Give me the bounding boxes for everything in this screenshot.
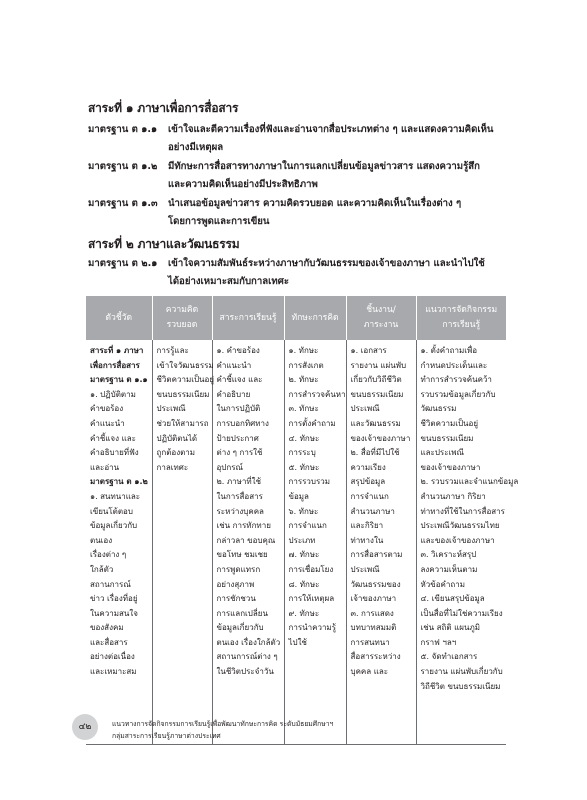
cell-text-line: การพูดแทรก xyxy=(216,564,261,574)
cell-text-line: ๗. ทักษะ xyxy=(288,550,320,560)
cell-text-line: การแลกเปลี่ยน xyxy=(216,608,268,618)
cell-text-line: ประเพณี xyxy=(350,404,380,414)
cell-text-line: การให้เหตุผล xyxy=(288,594,335,604)
standard-2-1 xyxy=(88,255,503,291)
cell-text-line: ประเพณีวัฒนธรรมไทย xyxy=(420,521,500,531)
cell-text-line: การรู้และ xyxy=(156,346,189,355)
standard-code: มาตรฐาน ต ๒.๑ xyxy=(88,258,158,269)
cell-text-line: ขนบธรรมเนียม xyxy=(156,389,210,399)
cell-text-line: ประเพณี xyxy=(350,564,380,574)
cell-text-line: มาตรฐาน ต ๑.๑ xyxy=(90,375,148,385)
column-header xyxy=(284,296,346,340)
cell-text-line: ตนเอง เรื่องใกล้ตัว xyxy=(216,637,281,647)
column-header-label: ภาระงาน xyxy=(363,320,399,330)
table-cell xyxy=(284,340,346,745)
cell-text-line: วิถีชีวิต ขนบธรรมเนียม xyxy=(420,681,501,691)
table-header-row xyxy=(86,296,506,340)
cell-text-line: ๒. ทักษะ xyxy=(288,375,319,385)
cell-text-line: เช่น สถิติ แผนภูมิ xyxy=(420,623,480,633)
footer-book-title: แนวทางการจัดกิจกรรมการเรียนรู้เพื่อพัฒนาทักษะการคิด ระดับมัธยมศึกษาฯ xyxy=(112,720,334,728)
cell-text-line: ของเจ้าของภาษา xyxy=(420,462,481,472)
page-number: ๔๒ xyxy=(72,714,98,740)
column-header xyxy=(86,296,152,340)
cell-text-line: เขียนโต้ตอบ xyxy=(90,506,133,516)
cell-text-line: คำชี้แจง และ xyxy=(90,433,136,443)
cell-text-line: ในการปฏิบัติ xyxy=(216,404,261,414)
standard-text: เข้าใจความสัมพันธ์ระหว่างภาษากับวัฒนธรรมของเจ้าของภาษา และนำไปใช้ xyxy=(168,258,485,269)
standard-text: และความคิดเห็นอย่างมีประสิทธิภาพ xyxy=(168,179,318,190)
standard-1-2 xyxy=(88,158,503,194)
cell-text-line: เป็นสื่อที่ไม่ใช่ความเรียง xyxy=(420,608,503,618)
cell-text-line: ถูกต้องตาม xyxy=(156,448,196,458)
cell-text-line: คำแนะนำ xyxy=(90,418,125,428)
cell-text-line: ของเจ้าของภาษา xyxy=(350,433,411,443)
cell-text-line: ข่าว เรื่องที่อยู่ xyxy=(90,594,138,604)
cell-text-line: ๖. ทักษะ xyxy=(288,506,319,516)
cell-text-line: ข้อมูลเกี่ยวกับ xyxy=(90,521,138,531)
cell-text-line: ๑. เอกสาร xyxy=(350,346,387,355)
cell-text-line: เจ้าของภาษา xyxy=(350,594,397,604)
standard-text: มีทักษะการสื่อสารทางภาษาในการแลกเปลี่ยนข้อมูลข่าวสาร แสดงความรู้สึก xyxy=(168,161,480,172)
cell-text-line: ท่าทางใน xyxy=(350,535,384,545)
cell-text-line: ขนบธรรมเนียม xyxy=(420,433,474,443)
cell-text-line: หัวข้อคำถาม xyxy=(420,579,465,589)
cell-text-line: เช่น การทักทาย xyxy=(216,521,271,531)
strand1-title: สาระที่ ๑ ภาษาเพื่อการสื่อสาร xyxy=(88,101,239,115)
column-header xyxy=(212,296,284,340)
cell-text-line: ปฏิบัติตนได้ xyxy=(156,433,198,443)
cell-text-line: ๑. ทักษะ xyxy=(288,346,319,355)
cell-text-line: การสังเกต xyxy=(288,360,324,370)
cell-text-line: บุคคล และ xyxy=(350,667,389,677)
standard-text: ได้อย่างเหมาะสมกับกาลเทศะ xyxy=(168,276,289,287)
cell-text-line: การเชื่อมโยง xyxy=(288,564,334,574)
cell-text-line: ๔. เขียนสรุปข้อมูล xyxy=(420,594,485,604)
table-cell xyxy=(346,340,416,745)
cell-text-line: การสนทนา xyxy=(350,637,390,647)
column-header-label: ชิ้นงาน/ xyxy=(366,305,396,315)
cell-text-line: เข้าใจวัฒนธรรม xyxy=(156,360,214,370)
cell-text-line: บทบาทสมมติ xyxy=(350,623,397,633)
cell-text-line: ประเพณี xyxy=(156,404,186,414)
cell-text-line: การสื่อสารตาม xyxy=(350,550,403,560)
cell-text-line: กราฟ ฯลฯ xyxy=(420,637,457,647)
table-cell xyxy=(152,340,212,745)
cell-text-line: มาตรฐาน ต ๑.๒ xyxy=(90,477,148,487)
cell-text-line: ขอโทษ ชมเชย xyxy=(216,550,268,560)
cell-text-line: คำอธิบาย xyxy=(216,389,251,399)
cell-text-line: กำหนดประเด็นและ xyxy=(420,360,488,370)
cell-text-line: ต่าง ๆ การใช้ xyxy=(216,448,263,458)
cell-text-line: ลงความเห็นตาม xyxy=(420,564,478,574)
standard-1-1 xyxy=(88,121,503,157)
cell-text-line: ของสังคม xyxy=(90,623,124,633)
cell-text-line: ๑. ตั้งคำถามเพื่อ xyxy=(420,346,478,355)
column-header-label: ความคิด xyxy=(165,305,199,315)
standard-text: อย่างมีเหตุผล xyxy=(168,142,224,153)
cell-text-line: เพื่อการสื่อสาร xyxy=(90,360,140,370)
cell-text-line: ไปใช้ xyxy=(288,637,307,647)
learning-activity-table xyxy=(86,296,519,745)
cell-text-line: ข้อมูล xyxy=(288,491,309,501)
cell-text-line: การรวบรวม xyxy=(288,477,331,487)
cell-text-line: ๕. ทักษะ xyxy=(288,462,320,472)
cell-text-line: การตั้งคำถาม xyxy=(288,418,336,428)
cell-text-line: ข้อมูลเกี่ยวกับ xyxy=(216,623,264,633)
cell-text-line: ความเรียง xyxy=(350,462,386,472)
cell-text-line: สถานการณ์ต่าง ๆ xyxy=(216,652,278,662)
column-header-label: การเรียนรู้ xyxy=(442,320,481,330)
cell-text-line: คำอธิบายที่ฟัง xyxy=(90,448,139,458)
cell-text-line: การจำแนก xyxy=(288,521,327,531)
cell-text-line: อย่างต่อเนื่อง xyxy=(90,652,135,662)
cell-text-line: คำขอร้อง xyxy=(90,404,124,414)
cell-text-line: คำชี้แจง และ xyxy=(216,375,263,385)
standard-text: นำเสนอข้อมูลข่าวสาร ความคิดรวบยอด และความคิดเห็นในเรื่องต่าง ๆ xyxy=(168,198,462,209)
cell-text-line: และสื่อสาร xyxy=(90,637,128,647)
cell-text-line: ขนบธรรมเนียม xyxy=(350,389,404,399)
cell-text-line: การสำรวจค้นหา xyxy=(288,389,346,399)
cell-text-line: และของเจ้าของภาษา xyxy=(420,535,495,545)
cell-text-line: ท่าทางที่ใช้ในการสื่อสาร xyxy=(420,506,505,516)
table-cell xyxy=(416,340,519,745)
cell-text-line: ๓. ทักษะ xyxy=(288,404,319,414)
cell-text-line: ในความสนใจ xyxy=(90,608,138,618)
cell-text-line: และเหมาะสม xyxy=(90,667,137,677)
cell-text-line: และประเพณี xyxy=(420,448,464,458)
column-header-label: รวบยอด xyxy=(166,320,198,330)
cell-text-line: อย่างสุภาพ xyxy=(216,579,255,589)
cell-text-line: คำแนะนำ xyxy=(216,360,252,370)
cell-text-line: สื่อสารระหว่าง xyxy=(350,652,401,662)
cell-text-line: สำนวนภาษา กิริยา xyxy=(420,491,486,501)
standard-text: เข้าใจและตีความเรื่องที่ฟังและอ่านจากสื่อประเภทต่าง ๆ และแสดงความคิดเห็น xyxy=(168,124,494,135)
cell-text-line: ๑. คำขอร้อง xyxy=(216,346,260,355)
cell-text-line: ๙. ทักษะ xyxy=(288,608,320,618)
cell-text-line: ใกล้ตัว xyxy=(90,564,114,574)
cell-text-line: ๒. ภาษาที่ใช้ xyxy=(216,477,261,487)
table-row xyxy=(86,340,506,745)
column-header xyxy=(346,296,416,340)
column-header-label: ทักษะการคิด xyxy=(291,312,339,323)
standard-text: โดยการพูดและการเขียน xyxy=(168,216,270,227)
cell-text-line: ในชีวิตประจำวัน xyxy=(216,667,274,677)
cell-text-line: ชีวิตความเป็นอยู่ xyxy=(420,418,478,428)
cell-text-line: สถานการณ์ xyxy=(90,579,131,589)
cell-text-line: การจำแนก xyxy=(350,491,389,501)
cell-text-line: ระหว่างบุคคล xyxy=(216,506,264,516)
cell-text-line: ป้ายประกาศ xyxy=(216,433,259,443)
cell-text-line: ๑. ปฏิบัติตาม xyxy=(90,389,136,399)
cell-text-line: ๓. การแสดง xyxy=(350,608,394,618)
cell-text-line: ในการสื่อสาร xyxy=(216,491,263,501)
cell-text-line: และกิริยา xyxy=(350,521,384,531)
strand2-title: สาระที่ ๒ ภาษาและวัฒนธรรม xyxy=(88,237,240,251)
cell-text-line: ช่วยให้สามารถ xyxy=(156,418,209,428)
cell-text-line: การชักชวน xyxy=(216,594,256,604)
cell-text-line: สำนวนภาษา xyxy=(350,506,395,516)
cell-text-line: สรุปข้อมูล xyxy=(350,477,386,487)
standard-1-3 xyxy=(88,195,503,231)
column-header xyxy=(416,296,506,340)
standard-code: มาตรฐาน ต ๑.๓ xyxy=(88,198,158,209)
cell-text-line: ๒. สื่อที่มีไปใช้ xyxy=(350,448,400,458)
cell-text-line: กล่าวลา ขอบคุณ xyxy=(216,535,276,545)
cell-text-line: และอ่าน xyxy=(90,462,120,472)
footer-subject: กลุ่มสาระการเรียนรู้ภาษาต่างประเทศ xyxy=(112,732,221,740)
column-header-label: ตัวชี้วัด xyxy=(105,312,133,323)
cell-text-line: ประเภท xyxy=(288,535,316,545)
cell-text-line: วัฒนธรรม xyxy=(420,404,457,414)
cell-text-line: รวบรวมข้อมูลเกี่ยวกับ xyxy=(420,389,496,399)
cell-text-line: เรื่องต่าง ๆ xyxy=(90,550,127,560)
cell-text-line: ๒. รวบรวมและจำแนกข้อมูล xyxy=(420,477,519,487)
cell-text-line: ตนเอง xyxy=(90,535,113,545)
cell-text-line: ๔. ทักษะ xyxy=(288,433,320,443)
cell-text-line: กาลเทศะ xyxy=(156,462,189,472)
cell-text-line: ชีวิตความเป็นอยู่ xyxy=(156,375,214,385)
standard-code: มาตรฐาน ต ๑.๒ xyxy=(88,161,158,172)
cell-text-line: การบอกทิศทาง xyxy=(216,418,269,428)
column-header-label: แนวการจัดกิจกรรม xyxy=(425,305,498,315)
cell-text-line: การระบุ xyxy=(288,448,316,458)
cell-text-line: รายงาน แผ่นพับ xyxy=(350,360,407,370)
cell-text-line: ๑. สนทนาและ xyxy=(90,491,141,501)
standard-code: มาตรฐาน ต ๑.๑ xyxy=(88,124,158,135)
cell-text-line: เกี่ยวกับวิถีชีวิต xyxy=(350,375,402,385)
cell-text-line: สาระที่ ๑ ภาษา xyxy=(90,346,144,355)
cell-text-line: และวัฒนธรรม xyxy=(350,418,401,428)
cell-text-line: ๘. ทักษะ xyxy=(288,579,320,589)
cell-text-line: ทำการสำรวจค้นคว้า xyxy=(420,375,492,385)
column-header-label: สาระการเรียนรู้ xyxy=(219,312,277,323)
table-cell xyxy=(212,340,284,745)
cell-text-line: ๕. จัดทำเอกสาร xyxy=(420,652,478,662)
cell-text-line: การนำความรู้ xyxy=(288,623,336,633)
cell-text-line: ๓. วิเคราะห์สรุป xyxy=(420,550,477,560)
table-cell xyxy=(86,340,152,745)
column-header xyxy=(152,296,212,340)
cell-text-line: อุปกรณ์ xyxy=(216,462,243,472)
cell-text-line: วัฒนธรรมของ xyxy=(350,579,401,589)
cell-text-line: รายงาน แผ่นพับเกี่ยวกับ xyxy=(420,667,503,677)
